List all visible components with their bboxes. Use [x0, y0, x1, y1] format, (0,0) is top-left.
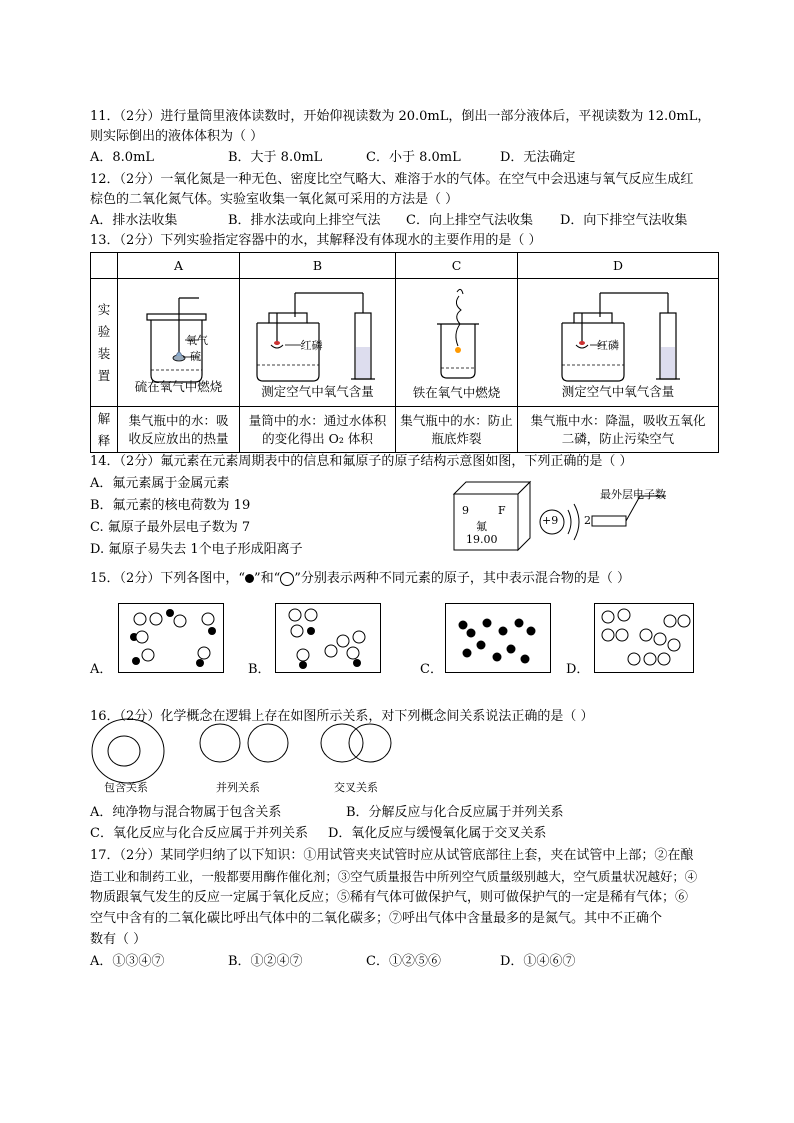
q15-diagram-b[interactable] — [275, 603, 381, 673]
q13-caption-c: 铁在氧气中燃烧 — [412, 384, 501, 400]
q13-explanation-b: 量筒中的水：通过水体积 的变化得出 O₂ 体积 — [240, 407, 396, 453]
q13-caption-a: 硫在氧气中燃烧 — [134, 378, 223, 394]
q13-cell-b — [240, 279, 396, 407]
q13-cell-a — [118, 279, 240, 407]
q16-option-a[interactable]: A．纯净物与混合物属于包含关系 — [90, 805, 282, 820]
q15-option-a[interactable]: A． — [90, 662, 113, 677]
outer-shell-callout: 最外层电子数 — [600, 488, 666, 501]
q13-cell-c — [396, 279, 518, 407]
q13-header-d: D — [518, 253, 719, 279]
q14-stem: 14．（2分）氟元素在元素周期表中的信息和氟原子的原子结构示意图如图，下列正确的是（ ） — [90, 454, 633, 469]
element-number: 9 — [462, 504, 469, 517]
q13-header-c: C — [396, 253, 518, 279]
q14-option-a[interactable]: A．氟元素属于金属元素 — [90, 476, 230, 491]
iron-combustion-diagram — [397, 284, 517, 384]
label-red-phosphorus-d: 红磷 — [597, 338, 619, 352]
q12-stem-line1: 12．（2分）一氧化氮是一种无色、密度比空气略大、难溶于水的气体。在空气中会迅速与氧气反应生成红 — [90, 172, 694, 187]
q14-option-c[interactable]: C. 氟原子最外层电子数为 7 — [90, 520, 251, 535]
q17-option-a[interactable]: A．①③④⑦ — [90, 954, 165, 969]
q13-explanation-a: 集气瓶中的水：吸 收反应放出的热量 — [118, 407, 240, 453]
q12-stem-line2: 棕色的二氧化氮气体。实验室收集一氧化氮可采用的方法是（ ） — [90, 192, 459, 207]
q17-option-c[interactable]: C．①②⑤⑥ — [366, 954, 441, 969]
q11-stem-line1: 11．（2分）进行量筒里液体读数时，开始仰视读数为 20.0mL，倒出一部分液体后，平视读数为 12.0mL， — [90, 109, 711, 124]
sulfur-combustion-diagram — [119, 290, 239, 390]
q13-row-label-apparatus: 实 验 装 置 — [91, 279, 118, 407]
q17-line5: 数有（ ） — [90, 932, 147, 947]
q15-option-c[interactable]: C． — [420, 662, 443, 677]
q15-option-b[interactable]: B． — [248, 662, 271, 677]
q17-line1: 17．（2分）某同学归纳了以下知识：①用试管夹夹试管时应从试管底部往上套，夹在试管中上部；②在酿 — [90, 848, 694, 863]
logic-relation-diagram — [88, 715, 408, 787]
label-inclusion: 包含关系 — [104, 781, 148, 794]
q13-caption-d: 测定空气中氧气含量 — [561, 383, 675, 399]
q17-option-b[interactable]: B．①②④⑦ — [228, 954, 303, 969]
q17-line2: 造工业和制药工业，一般都要用酶作催化剂；③空气质量报告中所列空气质量级别越大，空气质量状况越好；④ — [90, 869, 698, 884]
white-atom-icon — [280, 572, 294, 586]
element-mass: 19.00 — [466, 533, 498, 546]
q11-option-d[interactable]: D．无法确定 — [500, 150, 576, 165]
q12-option-c[interactable]: C．向上排空气法收集 — [406, 213, 533, 228]
inner-shell-electrons: 2 — [584, 514, 591, 527]
q13-header-b: B — [240, 253, 396, 279]
q15-diagram-d[interactable] — [594, 603, 694, 673]
nucleus-charge: +9 — [542, 514, 559, 527]
q16-option-b[interactable]: B．分解反应与化合反应属于并列关系 — [346, 805, 564, 820]
element-name: 氟 — [476, 520, 487, 533]
q11-stem-line2: 则实际倒出的液体体积为（ ） — [90, 129, 264, 144]
label-red-phosphorus-b: 红磷 — [300, 338, 323, 352]
q13-caption-b: 测定空气中氧气含量 — [261, 383, 374, 399]
black-atom-icon — [245, 574, 254, 583]
q14-option-b[interactable]: B．氟元素的核电荷数为 19 — [90, 498, 251, 513]
label-sulfur: 硫 — [189, 349, 201, 363]
element-symbol: F — [498, 504, 506, 517]
q16-option-d[interactable]: D．氧化反应与缓慢氧化属于交叉关系 — [328, 826, 547, 841]
q14-option-d[interactable]: D. 氟原子易失去 1个电子形成阳离子 — [90, 542, 303, 557]
q17-option-d[interactable]: D．①④⑥⑦ — [500, 954, 576, 969]
q13-row-label-explanation: 解 释 — [91, 407, 118, 453]
q12-option-a[interactable]: A．排水法收集 — [90, 213, 178, 228]
q16-option-c[interactable]: C．氧化反应与化合反应属于并列关系 — [90, 826, 308, 841]
q13-stem: 13．（2分）下列实验指定容器中的水，其解释没有体现水的主要作用的是（ ） — [90, 233, 542, 248]
q15-stem: 15．（2分）下列各图中，“ ”和“ ”分别表示两种不同元素的原子，其中表示混合物的是（ ） — [90, 571, 631, 586]
label-oxygen: 氧气 — [186, 333, 208, 347]
q13-cell-d — [518, 279, 719, 407]
q13-explanation-d: 集气瓶中水：降温，吸收五氧化 二磷，防止污染空气 — [518, 407, 719, 453]
q13-header-blank — [91, 253, 118, 279]
q17-line4: 空气中含有的二氧化碳比呼出气体中的二氧化碳多；⑦呼出气体中含量最多的是氮气。其中不正确个 — [90, 911, 663, 926]
q12-option-b[interactable]: B．排水法或向上排空气法 — [228, 213, 381, 228]
q11-option-c[interactable]: C．小于 8.0mL — [366, 150, 461, 165]
label-parallel: 并列关系 — [216, 781, 260, 794]
q15-option-d[interactable]: D． — [566, 662, 590, 677]
q15-diagram-c[interactable] — [445, 603, 551, 673]
q16-stem: 16．（2分）化学概念在逻辑上存在如图所示关系，对下列概念间关系说法正确的是（ ） — [90, 709, 594, 724]
q17-line3: 物质跟氧气发生的反应一定属于氧化反应；⑤稀有气体可做保护气，则可做保护气的一定是稀有气体；⑥ — [90, 890, 689, 905]
q11-option-a[interactable]: A．8.0mL — [90, 150, 155, 165]
oxygen-content-diagram-b — [243, 285, 393, 385]
q11-option-b[interactable]: B．大于 8.0mL — [228, 150, 323, 165]
label-intersection: 交叉关系 — [334, 781, 378, 794]
q15-diagram-a[interactable] — [118, 603, 224, 673]
q13-header-a: A — [118, 253, 240, 279]
oxygen-content-diagram-d — [538, 285, 698, 385]
q13-explanation-c: 集气瓶中的水：防止 瓶底炸裂 — [396, 407, 518, 453]
q12-option-d[interactable]: D．向下排空气法收集 — [560, 213, 688, 228]
q13-table — [90, 252, 719, 453]
